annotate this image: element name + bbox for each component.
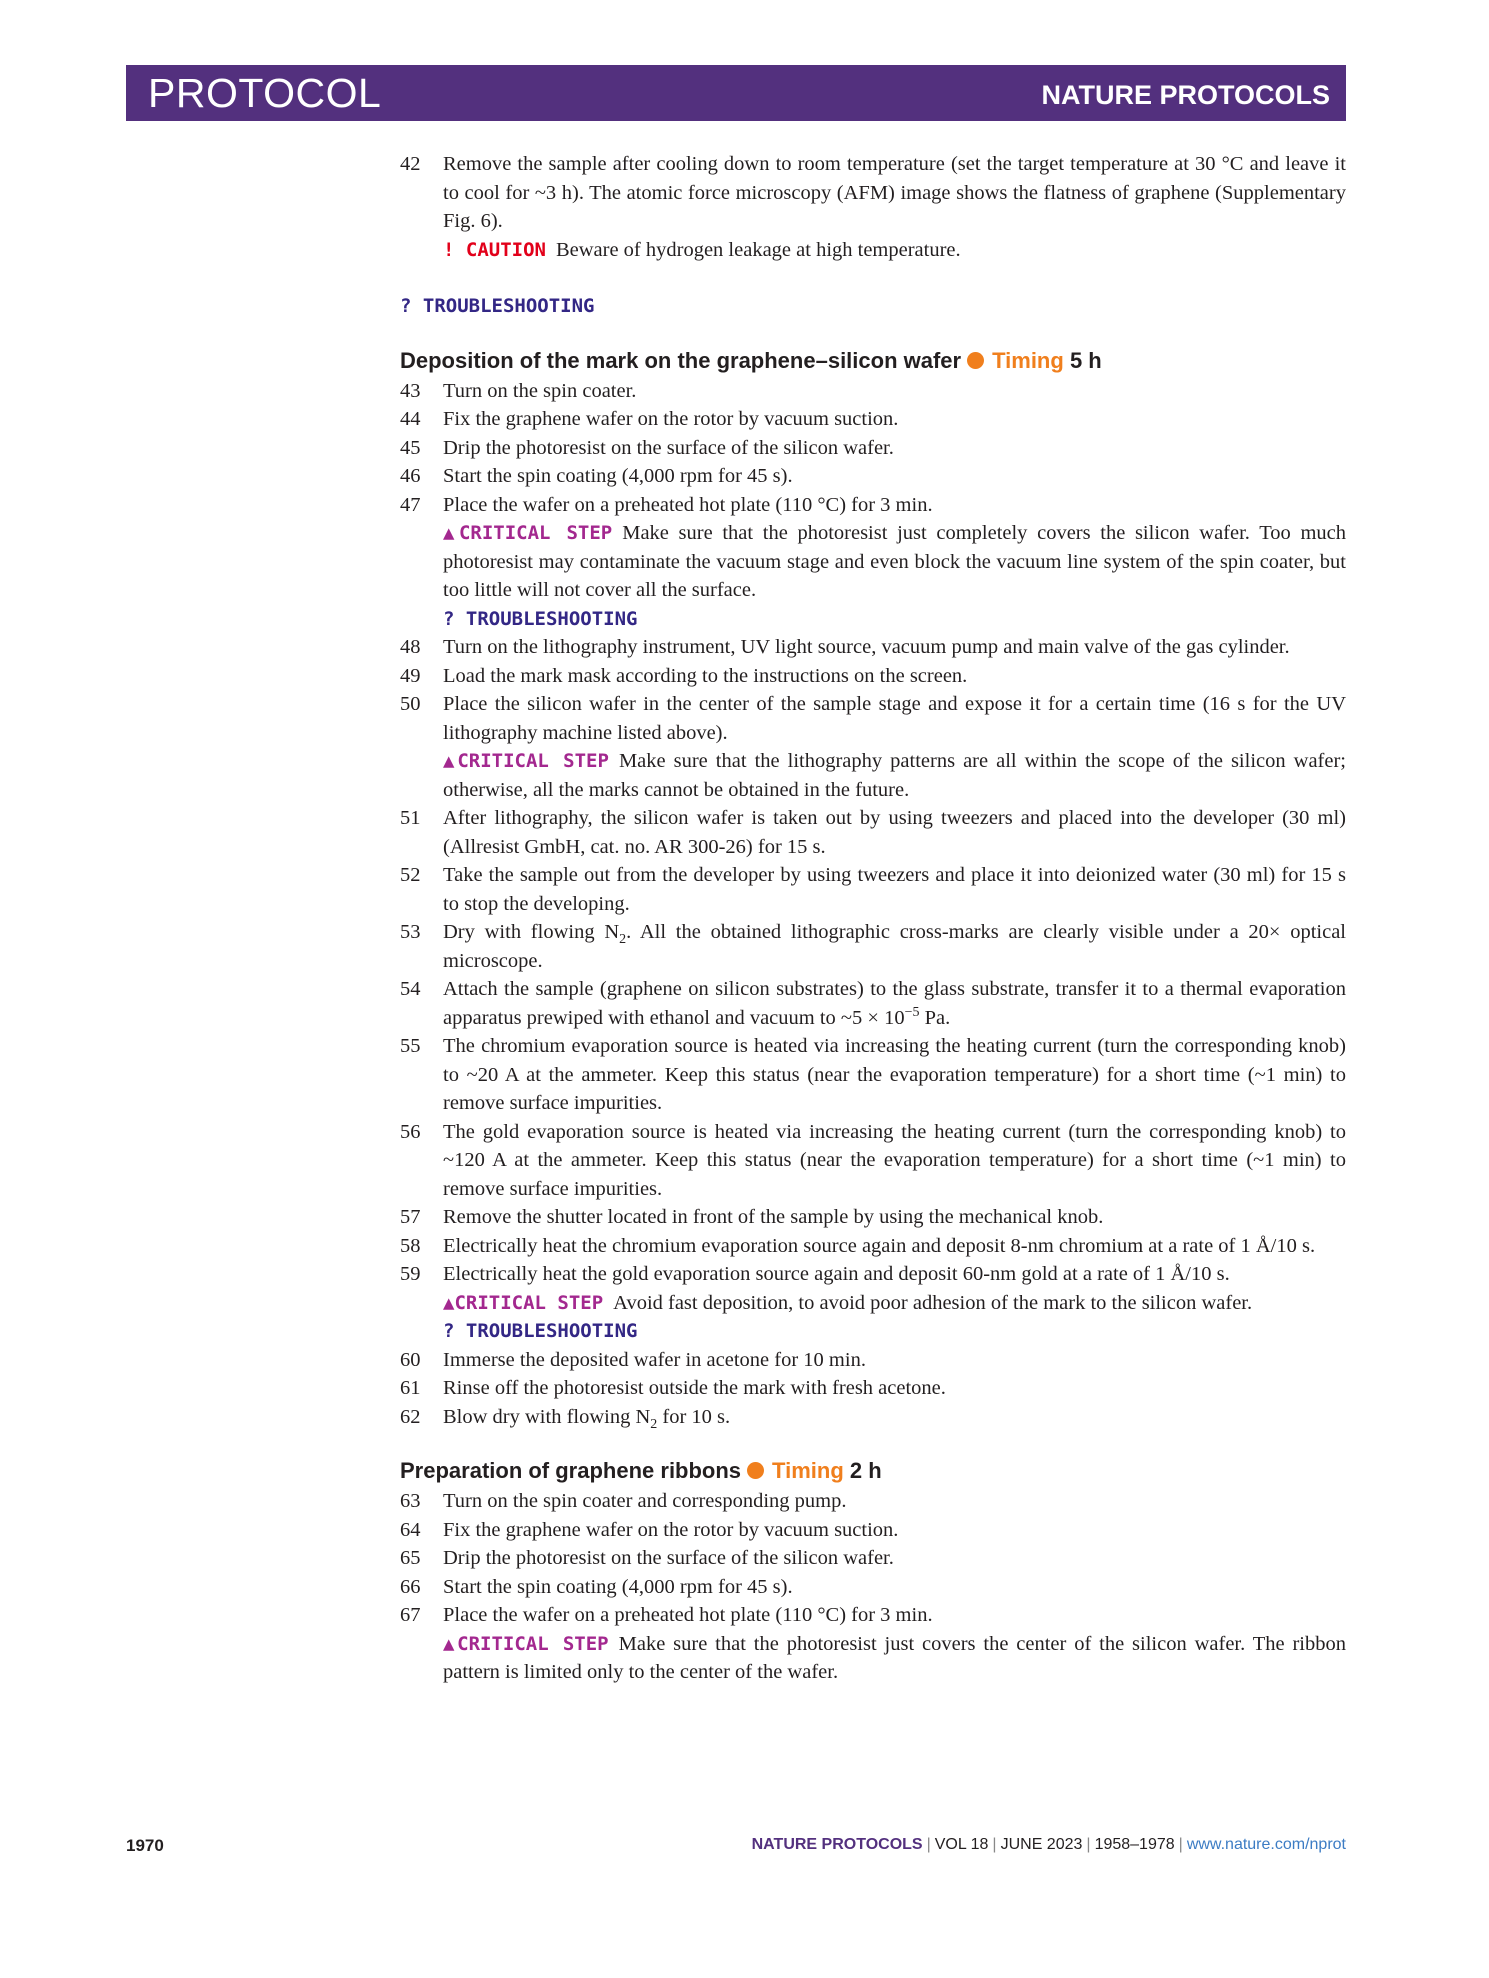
- step-number: 66: [400, 1575, 421, 1598]
- step: [400, 1032, 1346, 1118]
- step: [400, 975, 1346, 1032]
- section-title: Deposition of the mark on the graphene–silicon wafer: [400, 347, 962, 373]
- step-number: 43: [400, 379, 421, 402]
- step-text: Place the silicon wafer in the center of the sample stage and expose it for a certain time (16 s for the UV lithography machine listed above).: [443, 693, 1346, 744]
- step-number: 59: [400, 1263, 421, 1285]
- step-number: 48: [400, 636, 421, 658]
- troubleshooting-link[interactable]: ? TROUBLESHOOTING: [443, 1320, 638, 1342]
- footer-pages: 1958–1978: [1094, 1836, 1175, 1853]
- step: [400, 861, 1346, 918]
- subscript: 2: [619, 932, 627, 948]
- step-text: Load the mark mask according to the instructions on the screen.: [443, 664, 968, 687]
- step-text: Electrically heat the chromium evaporation source again and deposit 8-nm chromium at a rate of 1 Å/10 s.: [443, 1234, 1316, 1257]
- page-header-bar: [126, 65, 1346, 121]
- timing-value: 2 h: [849, 1458, 882, 1483]
- section-label: PROTOCOL: [148, 70, 382, 116]
- critical-step-label: ▲CRITICAL STEP: [443, 1291, 604, 1314]
- step: [400, 662, 1346, 691]
- step: [400, 1403, 1346, 1432]
- step: [400, 1374, 1346, 1403]
- section-heading: [400, 1455, 1346, 1487]
- step: [400, 434, 1346, 463]
- step-text: The chromium evaporation source is heated via increasing the heating current (turn the corresponding knob) to ~20 A at the ammeter. Keep this status (near the evaporation temperature) for a short time (~1 min) to remove surface impurities.: [443, 1035, 1346, 1114]
- step-text: Place the wafer on a preheated hot plate (110 °C) for 3 min.: [443, 493, 933, 516]
- step-text: Take the sample out from the developer by using tweezers and place it into deionized water (30 ml) for 15 s to stop the developing.: [443, 864, 1346, 915]
- step-number: 61: [400, 1377, 421, 1399]
- step-number: 57: [400, 1206, 421, 1228]
- caution-note: [400, 236, 1346, 265]
- step: [400, 377, 1346, 406]
- step-number: 67: [400, 1604, 421, 1626]
- main-content: [400, 150, 1346, 1687]
- step-number: 51: [400, 807, 421, 829]
- footer-volume: VOL 18: [934, 1836, 989, 1853]
- step-number: 42: [400, 153, 421, 175]
- step: [400, 462, 1346, 491]
- step-text: Electrically heat the gold evaporation source again and deposit 60-nm gold at a rate of 1 Å/10 s.: [443, 1263, 1230, 1285]
- step-text: Start the spin coating (4,000 rpm for 45 s).: [443, 465, 793, 487]
- step: [400, 1232, 1346, 1261]
- section-heading: [400, 345, 1346, 377]
- step-text: Place the wafer on a preheated hot plate (110 °C) for 3 min.: [443, 1604, 933, 1626]
- step-number: 44: [400, 408, 421, 430]
- troubleshooting-link[interactable]: ? TROUBLESHOOTING: [443, 607, 638, 630]
- step-number: 52: [400, 864, 421, 886]
- step: [400, 1260, 1346, 1289]
- step-text: Blow dry with flowing N: [443, 1405, 651, 1428]
- critical-step-note: [400, 1630, 1346, 1687]
- step: [400, 633, 1346, 662]
- critical-step-text: Make sure that the photoresist just covers the center of the silicon wafer. The ribbon pattern is limited only to the center of the wafer.: [443, 1632, 1346, 1683]
- step-number: 60: [400, 1348, 421, 1371]
- step: [400, 150, 1346, 236]
- step-text: Start the spin coating (4,000 rpm for 45 s).: [443, 1575, 793, 1598]
- step: [400, 1203, 1346, 1232]
- timing-value: 5 h: [1069, 347, 1102, 373]
- step-number: 47: [400, 493, 421, 516]
- step-number: 58: [400, 1234, 421, 1257]
- subscript: 2: [650, 1416, 658, 1432]
- journal-name: NATURE PROTOCOLS: [1041, 80, 1330, 110]
- caution-label: ! CAUTION: [443, 238, 546, 261]
- step-number: 65: [400, 1547, 421, 1569]
- step: [400, 690, 1346, 747]
- step-number: 45: [400, 436, 421, 459]
- critical-step-text: Make sure that the photoresist just completely covers the silicon wafer. Too much photoresist may contaminate the vacuum stage and even block the vacuum line system of the spin coater, but too little will not cover all the surface.: [443, 522, 1346, 601]
- timing-label: Timing: [772, 1458, 844, 1483]
- critical-step-note: [400, 1289, 1346, 1318]
- step-number: 64: [400, 1518, 421, 1541]
- footer-url-link[interactable]: www.nature.com/nprot: [1186, 1836, 1346, 1853]
- superscript: −5: [904, 1004, 920, 1020]
- step-number: 46: [400, 465, 421, 487]
- step-text: Attach the sample (graphene on silicon substrates) to the glass substrate, transfer it to a thermal evaporation apparatus prewiped with ethanol and vacuum to ~5 × 10: [443, 978, 1346, 1029]
- step-text: Remove the shutter located in front of the sample by using the mechanical knob.: [443, 1206, 1104, 1228]
- footer-date: JUNE 2023: [1000, 1836, 1083, 1853]
- step-number: 63: [400, 1490, 421, 1512]
- step-text: . All the obtained lithographic cross-marks are clearly visible under a 20× optical microscope.: [443, 921, 1346, 972]
- step-text: Turn on the spin coater and corresponding pump.: [443, 1490, 847, 1512]
- critical-step-note: [400, 747, 1346, 804]
- timing-dot-icon: [747, 1462, 764, 1479]
- step-list: [400, 377, 1346, 520]
- step-text: Drip the photoresist on the surface of the silicon wafer.: [443, 1547, 894, 1569]
- step: [400, 405, 1346, 434]
- critical-step-label: ▲CRITICAL STEP: [443, 1632, 609, 1655]
- step-text: Turn on the spin coater.: [443, 379, 637, 402]
- step-text: Drip the photoresist on the surface of the silicon wafer.: [443, 436, 894, 459]
- troubleshooting-link[interactable]: ? TROUBLESHOOTING: [400, 295, 595, 317]
- critical-step-label: ▲CRITICAL STEP: [443, 750, 609, 772]
- step: [400, 1544, 1346, 1573]
- section-title: Preparation of graphene ribbons: [400, 1458, 742, 1483]
- step-text: Fix the graphene wafer on the rotor by vacuum suction.: [443, 408, 899, 430]
- step-number: 49: [400, 664, 421, 687]
- step: [400, 491, 1346, 520]
- timing-dot-icon: [967, 352, 984, 369]
- step: [400, 1573, 1346, 1602]
- step-text: Turn on the lithography instrument, UV light source, vacuum pump and main valve of the gas cylinder.: [443, 636, 1290, 658]
- step: [400, 1487, 1346, 1516]
- critical-step-label: ▲CRITICAL STEP: [443, 522, 613, 544]
- footer-citation: NATURE PROTOCOLS | VOL 18 | JUNE 2023 | 1958–1978 | www.nature.com/nprot: [751, 1836, 1346, 1853]
- step-text: Rinse off the photoresist outside the mark with fresh acetone.: [443, 1377, 946, 1399]
- footer-journal: NATURE PROTOCOLS: [751, 1836, 923, 1853]
- step-number: 56: [400, 1120, 421, 1143]
- step: [400, 1516, 1346, 1545]
- critical-step-note: [400, 519, 1346, 605]
- timing-label: Timing: [992, 347, 1064, 373]
- step: [400, 804, 1346, 861]
- step-number: 50: [400, 693, 421, 715]
- page-number: 1970: [126, 1836, 164, 1855]
- step-number: 55: [400, 1035, 421, 1057]
- step-number: 53: [400, 921, 421, 943]
- step-text: for 10 s.: [657, 1405, 731, 1428]
- step-number: 54: [400, 978, 421, 1000]
- step-text: After lithography, the silicon wafer is taken out by using tweezers and placed into the developer (30 ml) (Allresist GmbH, cat. no. AR 300-26) for 15 s.: [443, 807, 1346, 858]
- step: [400, 1601, 1346, 1630]
- critical-step-text: Avoid fast deposition, to avoid poor adhesion of the mark to the silicon wafer.: [613, 1291, 1253, 1314]
- critical-step-text: Make sure that the lithography patterns are all within the scope of the silicon wafer; otherwise, all the marks cannot be obtained in the future.: [443, 750, 1346, 801]
- step-text: The gold evaporation source is heated via increasing the heating current (turn the corresponding knob) to ~120 A at the ammeter. Keep this status (near the evaporation temperature) for a short time (~1 min) to remove surface impurities.: [443, 1120, 1346, 1200]
- step: [400, 1346, 1346, 1375]
- step-text: Remove the sample after cooling down to room temperature (set the target temperature at 30 °C and leave it to cool for ~3 h). The atomic force microscopy (AFM) image shows the flatness of graphene (Supplementary Fig. 6).: [443, 153, 1346, 232]
- step: [400, 1118, 1346, 1204]
- step-text: Immerse the deposited wafer in acetone for 10 min.: [443, 1348, 866, 1371]
- step-text: Dry with flowing N: [443, 921, 620, 943]
- caution-text: Beware of hydrogen leakage at high temperature.: [555, 238, 961, 261]
- step-text: Pa.: [919, 1006, 951, 1029]
- step-number: 62: [400, 1405, 421, 1428]
- step-text: Fix the graphene wafer on the rotor by vacuum suction.: [443, 1518, 899, 1541]
- step: [400, 918, 1346, 975]
